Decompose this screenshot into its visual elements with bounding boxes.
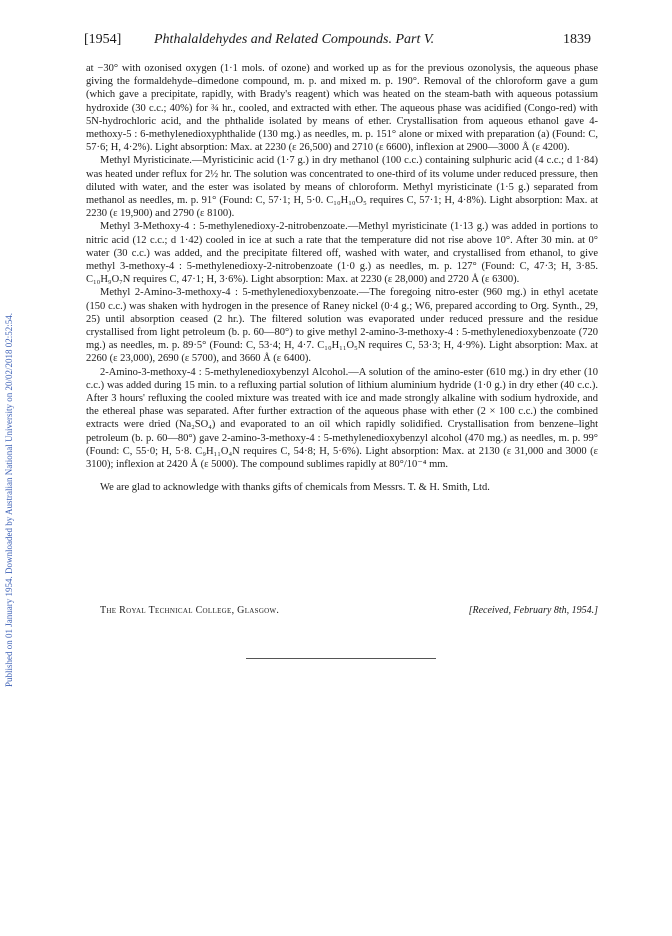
received-date: [Received, February 8th, 1954.] bbox=[468, 605, 598, 616]
paragraph-ozonolysis: at −30° with ozonised oxygen (1·1 mols. of ozone) and worked up as for the previous ozonolysis, the aqueous phase giving the formaldehyde–dimedone compound, m. p. and mixed m. p. 190°. Removal of the chloroform gave a gum (which gave a precipitate, rapidly, with Brady's reagent) which was heated on the steam-bath with aqueous potassium hydroxide (30 c.c.; 40%) for ¾ hr., cooled, and extracted with ether. The aqueous phase was acidified (Congo-red) with 5N-hydrochloric acid, and the phthalide isolated by means of ether. Crystallisation from aqueous ethanol gave 4-methoxy-5 : 6-methylenedioxyphthalide (130 mg.) as needles, m. p. 151° alone or mixed with preparation (a) (Found: C, 57·6; H, 4·2%). Light absorption: Max. at 2230 (ε 26,500) and 2710 (ε 6600), inflexion at 2900—3000 Å (ε 4200). bbox=[86, 63, 598, 154]
paragraph-benzyl-alcohol: 2-Amino-3-methoxy-4 : 5-methylenedioxybenzyl Alcohol.—A solution of the amino-ester (610 mg.) in dry ether (10 c.c.) was added during 15 min. to a refluxing partial solution of lithium aluminium hydride (1·0 g.) in dry ether (40 c.c.). After 3 hours' refluxing the cooled mixture was treated with ice and made strongly alkaline with sodium hydroxide, and the ethereal phase was separated. After further extraction of the aqueous phase with ether (2 × 100 c.c.) the combined extracts were dried (Na₂SO₄) and evaporated to an oil which rapidly solidified. Crystallisation from benzene–light petroleum (b. p. 60—80°) gave 2-amino-3-methoxy-4 : 5-methylenedioxybenzyl alcohol (470 mg.) as needles, m. p. 99° (Found: C, 55·0; H, 5·8. C₉H₁₁O₄N requires C, 54·8; H, 5·6%). Light absorption: Max. at 2130 (ε 31,000 and 3000 (ε 3100); inflexion at 2420 Å (ε 5000). The compound sublimes rapidly at 80°/10⁻⁴ mm. bbox=[86, 366, 598, 471]
header-year: [1954] bbox=[84, 32, 122, 47]
affiliation-line bbox=[86, 605, 598, 621]
paragraph-nitrobenzoate: Methyl 3-Methoxy-4 : 5-methylenedioxy-2-nitrobenzoate.—Methyl myristicinate (1·13 g.) was added in portions to nitric acid (12 c.c.; d 1·42) cooled in ice at such a rate that the temperature did not rise above 10°. After 30 min. at 0° water (30 c.c.) was added, and the precipitate filtered off, washed with water, and crystallised from ethanol, to give methyl 3-methoxy-4 : 5-methylenedioxy-2-nitrobenzoate (1·0 g.) as needles, m. p. 127° (Found: C, 47·3; H, 3·85. C₁₀H₉O₇N requires C, 47·1; H, 3·6%). Light absorption: Max. at 2230 (ε 28,000) and 2720 Å (ε 6300). bbox=[86, 221, 598, 286]
header-title: Phthalaldehydes and Related Compounds. Part V. bbox=[154, 32, 435, 47]
paragraph-methyl-myristicinate: Methyl Myristicinate.—Myristicinic acid (1·7 g.) in dry methanol (100 c.c.) containing sulphuric acid (4 c.c.; d 1·84) was heated under reflux for 2½ hr. The solution was concentrated to one-third of its volume under reduced pressure, then diluted with water, and the ester was isolated by means of chloroform. Methyl myristicinate (1·5 g.) separated from methanol as needles, m. p. 91° (Found: C, 57·1; H, 5·0. C₁₀H₁₀O₅ requires C, 57·1; H, 4·8%). Light absorption: Max. at 2230 (ε 19,900) and 2790 (ε 8100). bbox=[86, 155, 598, 220]
download-stamp bbox=[2, 120, 16, 880]
header-page-number: 1839 bbox=[563, 32, 591, 47]
acknowledgement: We are glad to acknowledge with thanks gifts of chemicals from Messrs. T. & H. Smith, Ltd. bbox=[100, 482, 490, 494]
download-stamp-text: Published on 01 January 1954. Downloaded by Australian National University on 20/02/2018 02:52:54. bbox=[4, 313, 14, 687]
institution: The Royal Technical College, Glasgow. bbox=[100, 605, 280, 616]
running-header bbox=[84, 32, 591, 52]
article-body bbox=[86, 62, 598, 495]
end-rule bbox=[246, 658, 436, 659]
paragraph-aminobenzoate: Methyl 2-Amino-3-methoxy-4 : 5-methylenedioxybenzoate.—The foregoing nitro-ester (960 mg.) in ethyl acetate (150 c.c.) was shaken with hydrogen in the presence of Raney nickel (0·4 g.; W6, prepared according to Org. Synth., 29, 25) until absorption ceased (2 hr.). The filtered solution was evaporated under reduced pressure and the residue crystallised from light petroleum (b. p. 60—80°) to give methyl 2-amino-3-methoxy-4 : 5-methylenedioxybenzoate (720 mg.) as needles, m. p. 89·5° (Found: C, 53·4; H, 4·7. C₁₀H₁₁O₅N requires C, 53·3; H, 4·9%). Light absorption: Max. at 2260 (ε 23,000), 2690 (ε 5700), and 3660 Å (ε 6400). bbox=[86, 287, 598, 365]
